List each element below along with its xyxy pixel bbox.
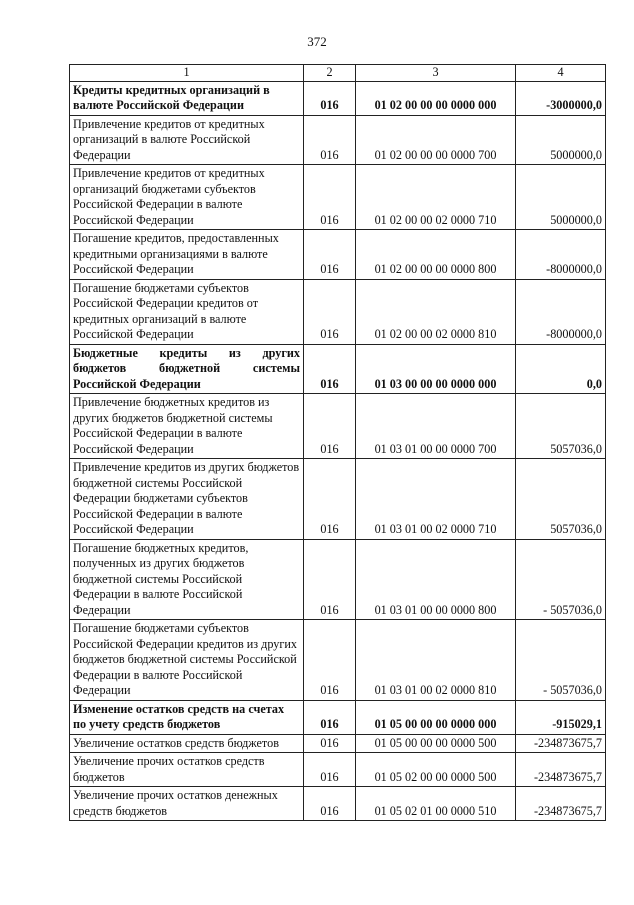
row-amount-cell: 5000000,0: [516, 165, 606, 230]
table-row: [70, 620, 606, 701]
row-name-cell: Увеличение прочих остатков средств бюджетов: [70, 753, 304, 787]
row-classification-code-cell: 01 02 00 00 00 0000 700: [356, 115, 516, 165]
row-classification-code-cell: 01 03 01 00 00 0000 700: [356, 394, 516, 459]
row-classification-code-cell: 01 02 00 00 02 0000 710: [356, 165, 516, 230]
row-name-cell: Погашение бюджетами субъектов Российской Федерации кредитов из других бюджетов бюджетной системы Российской Федерации в валюте Российской Федерации: [70, 620, 304, 701]
row-classification-code-cell: 01 02 00 00 00 0000 000: [356, 81, 516, 115]
table-row: [70, 539, 606, 620]
row-org-code-cell: 016: [304, 230, 356, 280]
page-number: 372: [307, 34, 327, 49]
row-name-cell: Привлечение кредитов от кредитных организаций в валюте Российской Федерации: [70, 115, 304, 165]
row-classification-code-cell: 01 05 00 00 00 0000 000: [356, 700, 516, 734]
row-classification-code-cell: 01 03 01 00 00 0000 800: [356, 539, 516, 620]
row-amount-cell: -3000000,0: [516, 81, 606, 115]
row-name-cell: Изменение остатков средств на счетах по учету средств бюджетов: [70, 700, 304, 734]
table-row: [70, 81, 606, 115]
row-org-code-cell: 016: [304, 459, 356, 540]
row-amount-cell: - 5057036,0: [516, 539, 606, 620]
table-row: [70, 753, 606, 787]
row-classification-code-cell: 01 03 01 00 02 0000 710: [356, 459, 516, 540]
row-org-code-cell: 016: [304, 620, 356, 701]
column-header: 2: [304, 65, 356, 82]
row-org-code-cell: 016: [304, 394, 356, 459]
row-org-code-cell: 016: [304, 279, 356, 344]
row-amount-cell: - 5057036,0: [516, 620, 606, 701]
row-amount-cell: -234873675,7: [516, 787, 606, 821]
table-row: [70, 279, 606, 344]
table-row: [70, 394, 606, 459]
row-org-code-cell: 016: [304, 344, 356, 394]
column-header: 3: [356, 65, 516, 82]
table-row: [70, 700, 606, 734]
row-org-code-cell: 016: [304, 81, 356, 115]
row-classification-code-cell: 01 05 00 00 00 0000 500: [356, 734, 516, 753]
row-org-code-cell: 016: [304, 115, 356, 165]
row-amount-cell: 0,0: [516, 344, 606, 394]
table-row: [70, 734, 606, 753]
row-org-code-cell: 016: [304, 165, 356, 230]
table-row: [70, 165, 606, 230]
row-org-code-cell: 016: [304, 734, 356, 753]
row-name-cell: Погашение бюджетами субъектов Российской Федерации кредитов от кредитных организаций в валюте Российской Федерации: [70, 279, 304, 344]
column-header: 4: [516, 65, 606, 82]
row-amount-cell: 5057036,0: [516, 394, 606, 459]
row-name-cell: Увеличение прочих остатков денежных средств бюджетов: [70, 787, 304, 821]
table-row: [70, 115, 606, 165]
table-row: [70, 344, 606, 394]
row-name-cell: Бюджетные кредиты из других бюджетов бюджетной системы Российской Федерации: [70, 344, 304, 394]
row-name-cell: Привлечение кредитов из других бюджетов бюджетной системы Российской Федерации бюджетами субъектов Российской Федерации в валюте Российской Федерации: [70, 459, 304, 540]
row-org-code-cell: 016: [304, 753, 356, 787]
row-org-code-cell: 016: [304, 700, 356, 734]
row-amount-cell: -8000000,0: [516, 230, 606, 280]
row-name-cell: Кредиты кредитных организаций в валюте Российской Федерации: [70, 81, 304, 115]
row-name-cell: Привлечение бюджетных кредитов из других бюджетов бюджетной системы Российской Федерации в валюте Российской Федерации: [70, 394, 304, 459]
row-classification-code-cell: 01 05 02 01 00 0000 510: [356, 787, 516, 821]
row-classification-code-cell: 01 02 00 00 02 0000 810: [356, 279, 516, 344]
row-name-cell: Увеличение остатков средств бюджетов: [70, 734, 304, 753]
row-classification-code-cell: 01 05 02 00 00 0000 500: [356, 753, 516, 787]
row-classification-code-cell: 01 03 01 00 02 0000 810: [356, 620, 516, 701]
row-classification-code-cell: 01 02 00 00 00 0000 800: [356, 230, 516, 280]
row-amount-cell: -234873675,7: [516, 734, 606, 753]
row-amount-cell: 5057036,0: [516, 459, 606, 540]
row-amount-cell: -234873675,7: [516, 753, 606, 787]
table-row: [70, 787, 606, 821]
row-name-cell: Привлечение кредитов от кредитных организаций бюджетами субъектов Российской Федерации в валюте Российской Федерации: [70, 165, 304, 230]
table-row: [70, 459, 606, 540]
row-amount-cell: -915029,1: [516, 700, 606, 734]
column-header: 1: [70, 65, 304, 82]
row-amount-cell: 5000000,0: [516, 115, 606, 165]
table-header-row: [70, 65, 606, 82]
row-name-cell: Погашение бюджетных кредитов, полученных из других бюджетов бюджетной системы Российской Федерации в валюте Российской Федерации: [70, 539, 304, 620]
row-amount-cell: -8000000,0: [516, 279, 606, 344]
row-classification-code-cell: 01 03 00 00 00 0000 000: [356, 344, 516, 394]
budget-sources-table: [69, 64, 606, 821]
table-row: [70, 230, 606, 280]
row-org-code-cell: 016: [304, 539, 356, 620]
row-name-cell: Погашение кредитов, предоставленных кредитными организациями в валюте Российской Федерации: [70, 230, 304, 280]
row-org-code-cell: 016: [304, 787, 356, 821]
